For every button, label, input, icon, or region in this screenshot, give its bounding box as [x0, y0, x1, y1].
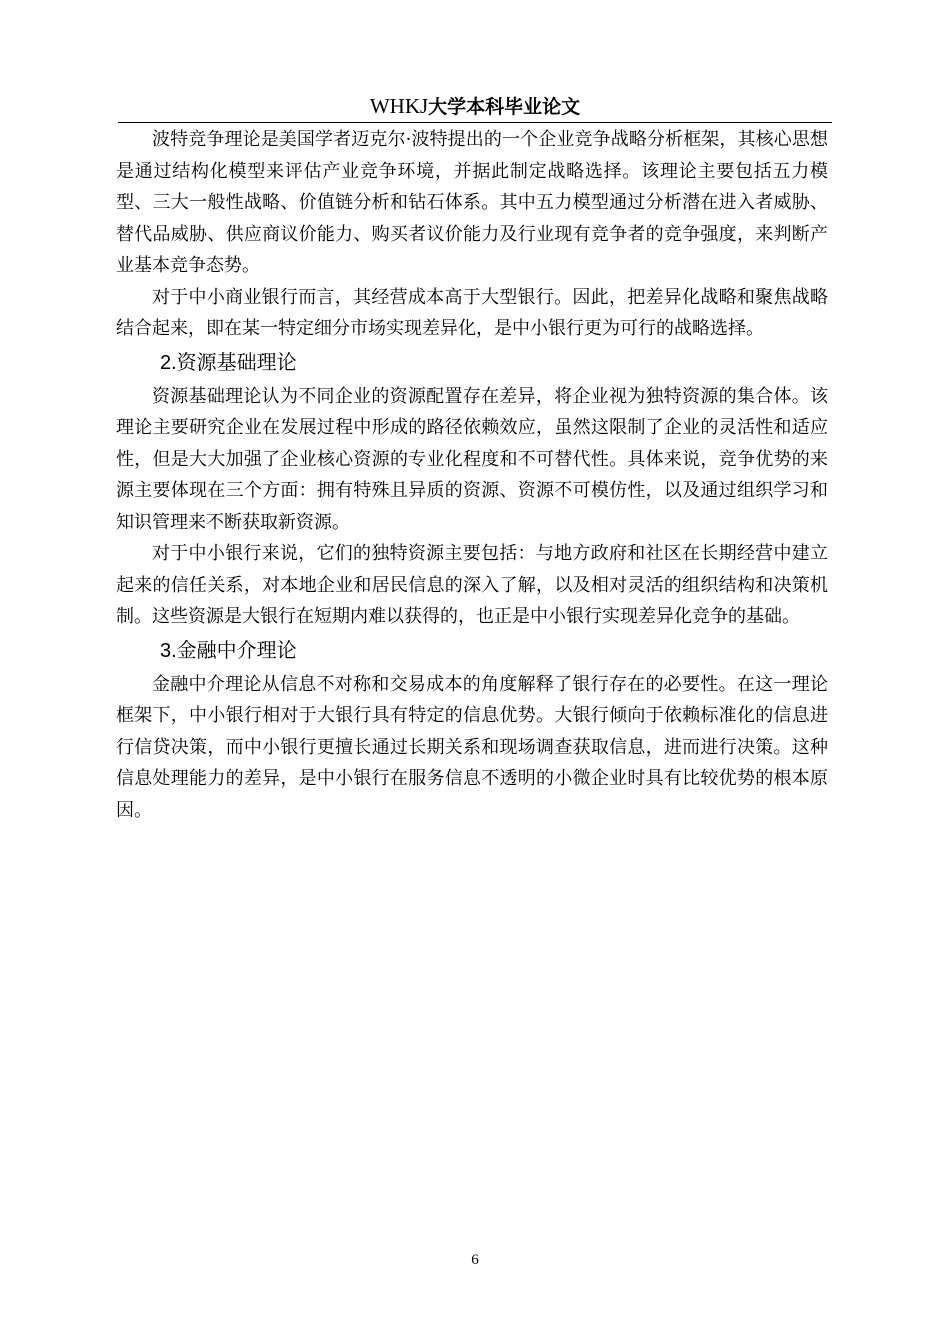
- page-number: 6: [471, 1252, 479, 1268]
- section-heading-financial-intermediation: 3.金融中介理论: [160, 639, 297, 662]
- paragraph-porter-theory: 波特竞争理论是美国学者迈克尔·波特提出的一个企业竞争战略分析框架，其核心思想是通过结构化模型来评估产业竞争环境，并据此制定战略选择。该理论主要包括五力模型、三大一般性战略、价值链分析和钻石体系。其中五力模型通过分析潜在进入者威胁、替代品威胁、供应商议价能力、购买者议价能力及行业现有竞争者的竞争强度，来判断产业基本竞争态势。: [116, 129, 828, 276]
- header-divider: [118, 122, 832, 123]
- paragraph-resource-theory: 资源基础理论认为不同企业的资源配置存在差异，将企业视为独特资源的集合体。该理论主要研究企业在发展过程中形成的路径依赖效应，虽然这限制了企业的灵活性和适应性，但是大大加强了企业核心资源的专业化程度和不可替代性。具体来说，竞争优势的来源主要体现在三个方面：拥有特殊且异质的资源、资源不可模仿性，以及通过组织学习和知识管理来不断获取新资源。: [116, 385, 828, 533]
- page-header: [0, 92, 950, 121]
- section-heading-resource-based: 2.资源基础理论: [160, 351, 297, 374]
- header-prefix: WHKJ: [369, 94, 429, 118]
- paragraph-porter-small-banks: 对于中小商业银行而言，其经营成本高于大型银行。因此，把差异化战略和聚焦战略结合起来，即在某一特定细分市场实现差异化，是中小银行更为可行的战略选择。: [116, 286, 828, 339]
- header-title: 大学本科毕业论文: [428, 96, 581, 118]
- body-content: [116, 124, 828, 826]
- paragraph-intermediation-theory: 金融中介理论从信息不对称和交易成本的角度解释了银行存在的必要性。在这一理论框架下，中小银行相对于大银行具有特定的信息优势。大银行倾向于依赖标准化的信息进行信贷决策，而中小银行更擅长通过长期关系和现场调查获取信息，进而进行决策。这种信息处理能力的差异，是中小银行在服务信息不透明的小微企业时具有比较优势的根本原因。: [116, 673, 828, 821]
- paragraph-resource-small-banks: 对于中小银行来说，它们的独特资源主要包括：与地方政府和社区在长期经营中建立起来的信任关系，对本地企业和居民信息的深入了解，以及相对灵活的组织结构和决策机制。这些资源是大银行在短期内难以获得的，也正是中小银行实现差异化竞争的基础。: [116, 543, 828, 627]
